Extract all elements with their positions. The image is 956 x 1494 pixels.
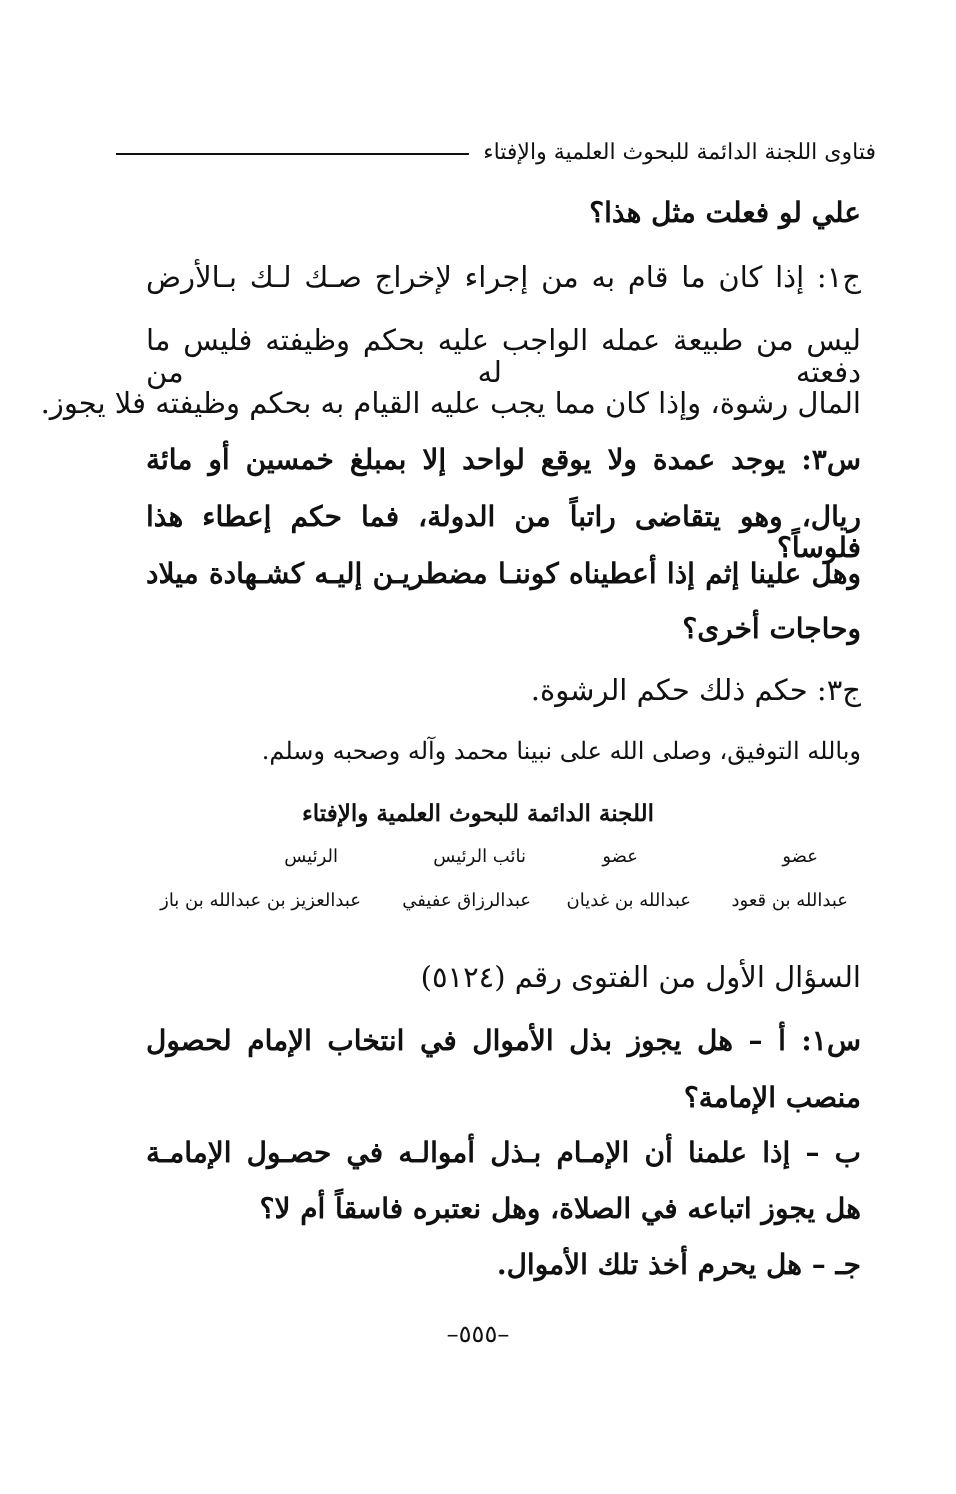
running-header-title: فتاوى اللجنة الدائمة للبحوث العلمية والإفتاء [483, 139, 876, 165]
signatory-name-vice-chair: عبدالرزاق عفيفي [402, 890, 531, 911]
signatory-name-member-2: عبدالله بن غديان [566, 890, 691, 911]
signatory-role-chair: الرئيس [284, 846, 338, 867]
question-3-line-3: وهل علينا إثم إذا أعطيناه كوننـا مضطريـن إليـه كشـهادة ميلاد [146, 557, 861, 590]
signatory-role-member-2: عضو [602, 846, 638, 867]
fatwa-2-question-c: جـ – هل يحرم أخذ تلك الأموال. [496, 1248, 861, 1281]
fatwa-2-heading: السؤال الأول من الفتوى رقم (٥١٢٤) [420, 960, 861, 994]
fatwa-2-question-a-line-2: منصب الإمامة؟ [683, 1081, 861, 1114]
fatwa-2-question-b-line-2: هل يجوز اتباعه في الصلاة، وهل نعتبره فاسقاً أم لا؟ [259, 1192, 861, 1225]
answer-3: ج٣: حكم ذلك حكم الرشوة. [530, 673, 861, 707]
signatory-role-member-1: عضو [782, 846, 818, 867]
answer-1-line-2: ليس من طبيعة عمله الواجب عليه بحكم وظيفته فليس ما دفعته له من [146, 323, 861, 389]
question-3-line-2: ريال، وهو يتقاضى راتباً من الدولة، فما حكم إعطاء هذا فلوساً؟ [146, 500, 861, 564]
answer-1-line-3: المال رشوة، وإذا كان مما يجب عليه القيام به بحكم وظيفته فلا يجوز. [40, 386, 861, 420]
fatwa-2-question-b-line-1: ب – إذا علمنا أن الإمـام بـذل أموالـه في حصـول الإمامـة [146, 1136, 861, 1169]
page-number: –٥٥٥– [446, 1320, 510, 1348]
signatory-name-member-1: عبدالله بن قعود [731, 890, 848, 911]
signatory-role-vice-chair: نائب الرئيس [433, 846, 526, 867]
running-header [116, 132, 876, 172]
question-3-line-4: وحاجات أخرى؟ [682, 612, 861, 645]
committee-name: اللجنة الدائمة للبحوث العلمية والإفتاء [301, 800, 655, 827]
answer-1-line-1: ج١: إذا كان ما قام به من إجراء لإخراج صـك لـك بـالأرض [146, 260, 861, 294]
closing-prayer: وبالله التوفيق، وصلى الله على نبينا محمد وآله وصحبه وسلم. [261, 737, 861, 765]
question-3-line-1: س٣: يوجد عمدة ولا يوقع لواحد إلا بمبلغ خمسين أو مائة [146, 443, 861, 476]
fatwa-2-question-a-line-1: س١: أ – هل يجوز بذل الأموال في انتخاب الإمام لحصول [146, 1024, 861, 1057]
header-rule [116, 153, 469, 155]
question-ending: علي لو فعلت مثل هذا؟ [589, 196, 861, 229]
signatory-name-chair: عبدالعزيز بن عبدالله بن باز [160, 890, 361, 911]
